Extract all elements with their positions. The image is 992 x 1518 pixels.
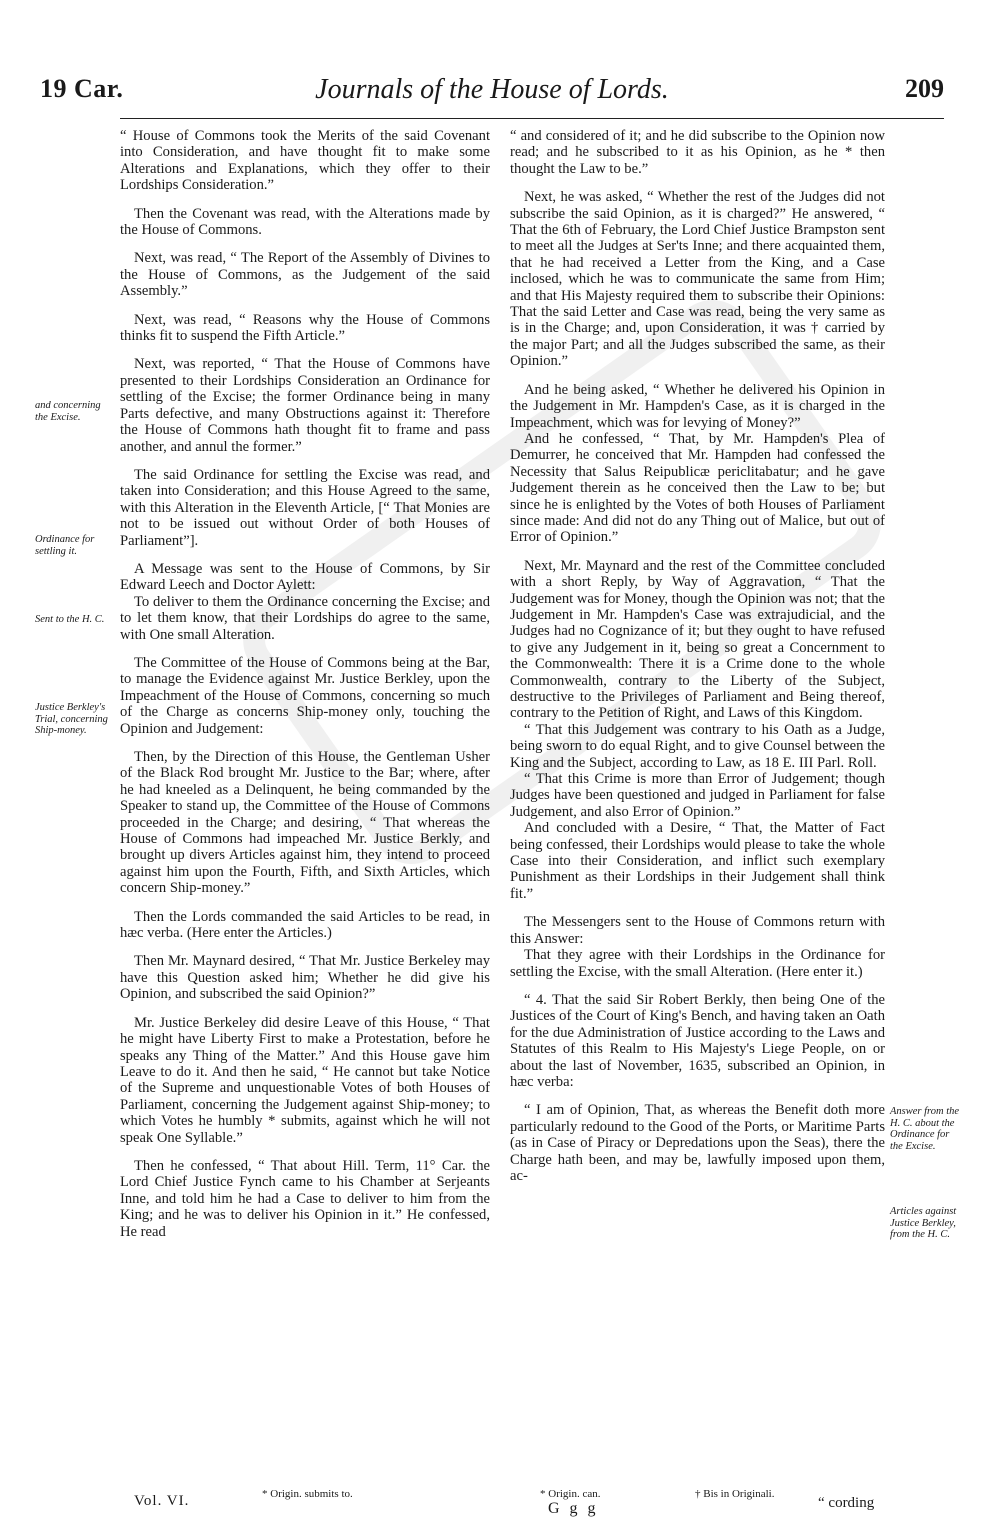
footnote: * Origin. can. [540,1488,601,1500]
left-column [120,128,490,1252]
margin-note-answer: Answer from the H. C. about the Ordinance for the Excise. [890,1106,960,1152]
paragraph: Next, was read, “ Reasons why the House of Commons thinks fit to suspend the Fifth Article.” [120,311,490,345]
paragraph: And he being asked, “ Whether he delivered his Opinion in the Judgement in Mr. Hampden's Case, as it is charged in the Impeachment, which was for levying of Money?” [510,381,885,431]
paragraph: And concluded with a Desire, “ That, the Matter of Fact being confessed, their Lordships would please to take the whole Case into their Consideration, and inflict such exemplary Punishment as their Lordships in their Judgement shall think fit.” [510,820,885,902]
paragraph: “ and considered of it; and he did subscribe to the Opinion now read; and he subscribed to it as his Opinion, as he * then thought the Law to be.” [510,128,885,177]
paragraph: To deliver to them the Ordinance concerning the Excise; and to let them know, that their Lordships do agree to the same, with One small Alteration. [120,593,490,643]
header-rule [120,118,944,119]
regnal-year: 19 Car. [40,74,124,103]
paragraph: “ I am of Opinion, That, as whereas the Benefit doth more particularly redound to the Good of the Ports, or Maritime Parts (as in Case of Piracy or Depredations upon the Seas), there the Charge hath been, and may be, lawfully imposed upon them, ac- [510,1102,885,1184]
running-title: Journals of the House of Lords. [315,74,669,105]
margin-note-ordinance: Ordinance for settling it. [35,534,95,557]
paragraph: Then the Lords commanded the said Articles to be read, in hæc verba. (Here enter the Articles.) [120,908,490,942]
paragraph: “ House of Commons took the Merits of the said Covenant into Consideration, and have thought fit to make some Alterations and Explanations, which they offer to their Lordships Consideration.” [120,128,490,194]
paragraph: Next, Mr. Maynard and the rest of the Committee concluded with a short Reply, by Way of Aggravation, “ That the Judgement was for Money, though the Opinion was not; that the Judgement in Mr. Hampden's Case was extrajudicial, and the Judges had no Cognizance of it; but they ought to have refused to give any Judgement in it, being so great a Concernment to the Commonwealth: There it is a Crime done to the whole Commonwealth, contrary to the Liberty of the Subject, destructive to the Privileges of Parliament and Being thereof, contrary to the Petition of Right, and Laws of this Kingdom. [510,557,885,722]
paragraph: “ That this Crime is more than Error of Judgement; though Judges have been questioned and judged in Parliament for false Judgement, and also Error of Opinion.” [510,771,885,820]
paragraph: The said Ordinance for settling the Excise was read, and taken into Consideration; and this House Agreed to the same, with this Alteration in the Eleventh Article, [“ That Monies are not to be issued out without Order of both Houses of Parliament”]. [120,466,490,549]
paragraph: Then, by the Direction of this House, the Gentleman Usher of the Black Rod brought Mr. Justice to the Bar; where, after he had kneeled as a Delinquent, he being commanded by the Speaker to stand up, the Committee of the House of Commons proceeded in the Charge; and desiring, “ That whereas the House of Commons had impeached Mr. Justice Berkly, and brought up divers Articles against him, they intend to proceed against him upon the Fourth, Fifth, and Sixth Articles, which concern Ship-money.” [120,749,490,897]
margin-note-articles: Articles against Justice Berkley, from the H. C. [890,1206,957,1240]
paragraph: Then he confessed, “ That about Hill. Term, 11° Car. the Lord Chief Justice Fynch came to his Chamber at Serjeants Inne, and told him he had a Case to deliver to him from the King; and he was to deliver his Opinion in it.” He confessed, He read [120,1157,490,1240]
paragraph: The Messengers sent to the House of Commons return with this Answer: [510,914,885,947]
paragraph: Next, was reported, “ That the House of Commons have presented to their Lordships Consideration an Ordinance for settling of the Excise; the former Ordinance being in many Parts defective, and many Obstructions against it: Therefore the House of Commons hath thought fit to frame and pass another, and annul the former.” [120,356,490,455]
paragraph: That they agree with their Lordships in the Ordinance for settling the Excise, with the small Alteration. (Here enter it.) [510,947,885,980]
paragraph: “ That this Judgement was contrary to his Oath as a Judge, being sworn to do equal Right, and to give Counsel between the King and the Subject, according to Law, as 18 E. III Parl. Roll. [510,721,885,771]
paragraph: Then Mr. Maynard desired, “ That Mr. Justice Berkeley may have this Question asked him; Whether he did give his Opinion, and subscribed the said Opinion?” [120,953,490,1003]
right-column [510,128,885,1196]
margin-note-berkley: Justice Berkley's Trial, concerning Ship-money. [35,702,108,736]
paragraph: Then the Covenant was read, with the Alterations made by the House of Commons. [120,205,490,239]
catchword: “ cording [818,1495,875,1511]
margin-note-sent: Sent to the H. C. [35,614,105,625]
paragraph: Mr. Justice Berkeley did desire Leave of this House, “ That he might have Liberty First to make a Protestation, before he speaks any Thing of the Matter.” And this House gave him Leave to do it. And then he said, “ He cannot but take Notice of the Supreme and unquestionable Votes of both Houses of Parliament, concerning the Judgement against Ship-money; to which Votes he humbly * submits, against which he will not speak One Syllable.” [120,1014,490,1146]
paragraph: Next, was read, “ The Report of the Assembly of Divines to the House of Commons, as the Judgement of the said Assembly.” [120,250,490,300]
paragraph: Next, he was asked, “ Whether the rest of the Judges did not subscribe the said Opinion, as it is charged?” He answered, “ That the 6th of February, the Lord Chief Justice Brampston sent to meet all the Judges at Ser'ts Inne; and there acquainted them, that he had received a Letter from the King, and a Case inclosed, which he was to communicate the same from Him; and that His Majesty required them to subscribe their Opinions: That the said Letter and Case was read, being the very same as is in the Charge; and, upon Consideration, it was † carried by the major Part; and all the Judges subscribed the same, as their Opinion.” [510,189,885,370]
footnote: * Origin. submits to. [262,1488,353,1500]
paragraph: And he confessed, “ That, by Mr. Hampden's Plea of Demurrer, he conceived that Mr. Hampden had confessed the Necessity that Salus Reipublicæ periclitabatur; and he gave Judgement therein as he conceived then the Law to be; but since he is enlighted by the Votes of both Houses of Parliament since made: And did not do any Thing out of Malice, but out of Error of Opinion.” [510,430,885,546]
paragraph: “ 4. That the said Sir Robert Berkly, then being One of the Justices of the Court of King's Bench, and having taken an Oath for the due Administration of Justice according to the Laws and Statutes of this Realm to His Majesty's Liege People, on or about the last of November, 1635, subscribed an Opinion, in hæc verba: [510,991,885,1090]
signature-mark: G g g [548,1500,599,1517]
footnote: † Bis in Originali. [695,1488,775,1500]
margin-note-excise: and concerning the Excise. [35,400,101,423]
page-header [40,74,944,114]
page-number: 209 [905,74,944,103]
paragraph: A Message was sent to the House of Commons, by Sir Edward Leech and Doctor Aylett: [120,560,490,594]
volume-label: Vol. VI. [134,1493,190,1509]
paragraph: The Committee of the House of Commons being at the Bar, to manage the Evidence against Mr. Justice Berkley, upon the Impeachment of the House of Commons, concerning so much of the Charge as concerns Ship-money only, touching the Opinion and Judgement: [120,654,490,737]
